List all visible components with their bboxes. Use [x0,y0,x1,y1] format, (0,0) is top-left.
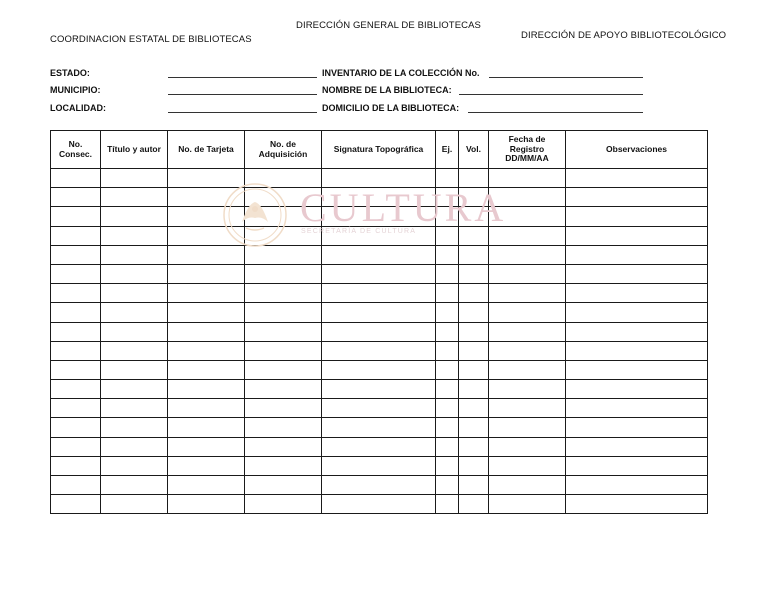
table-cell[interactable] [168,264,245,283]
table-cell[interactable] [459,360,489,379]
table-cell[interactable] [459,226,489,245]
table-row [51,380,708,399]
table-cell[interactable] [168,341,245,360]
table-row [51,437,708,456]
table-cell[interactable] [101,456,168,475]
table-cell[interactable] [101,341,168,360]
table-cell[interactable] [245,341,322,360]
table-cell[interactable] [459,169,489,188]
table-cell[interactable] [322,437,436,456]
table-cell[interactable] [101,226,168,245]
table-row [51,360,708,379]
table-row [51,303,708,322]
table-row [51,495,708,514]
table-cell[interactable] [459,303,489,322]
table-header-row [51,131,708,169]
table-cell[interactable] [245,495,322,514]
table-cell[interactable] [101,418,168,437]
table-cell[interactable] [168,418,245,437]
table-cell[interactable] [489,360,566,379]
table-cell[interactable] [436,284,459,303]
table-row [51,476,708,495]
table-cell[interactable] [489,169,566,188]
table-cell[interactable] [101,303,168,322]
watermark-subtitle: SECRETARÍA DE CULTURA [301,228,417,235]
table-cell[interactable] [436,495,459,514]
table-cell[interactable] [168,399,245,418]
table-cell[interactable] [459,188,489,207]
table-cell[interactable] [459,399,489,418]
col-header-no-adquisicion: No. de Adquisición [245,131,322,169]
table-cell[interactable] [51,476,101,495]
table-cell[interactable] [245,169,322,188]
col-header-ej: Ej. [436,131,459,169]
watermark-word: CULTURA [300,185,507,230]
table-row [51,418,708,437]
table-cell[interactable] [168,476,245,495]
table-row [51,341,708,360]
table-cell[interactable] [436,437,459,456]
table-cell[interactable] [51,284,101,303]
table-cell[interactable] [459,284,489,303]
localidad-blank[interactable] [168,112,317,113]
table-cell[interactable] [322,341,436,360]
municipio-blank[interactable] [168,94,317,95]
table-cell[interactable] [245,188,322,207]
table-row [51,284,708,303]
table-cell[interactable] [566,399,708,418]
table-cell[interactable] [436,380,459,399]
table-cell[interactable] [436,188,459,207]
table-cell[interactable] [436,456,459,475]
table-cell[interactable] [101,188,168,207]
table-cell[interactable] [566,437,708,456]
table-cell[interactable] [101,360,168,379]
table-cell[interactable] [101,207,168,226]
table-cell[interactable] [436,207,459,226]
table-row [51,456,708,475]
table-cell[interactable] [322,169,436,188]
table-row [51,226,708,245]
domicilio-biblioteca-label: DOMICILIO DE LA BIBLIOTECA: [322,103,460,113]
table-cell[interactable] [566,169,708,188]
table-cell[interactable] [566,284,708,303]
table-cell[interactable] [245,322,322,341]
table-cell[interactable] [436,476,459,495]
table-cell[interactable] [51,226,101,245]
table-cell[interactable] [168,322,245,341]
localidad-label: LOCALIDAD: [50,103,106,113]
table-cell[interactable] [459,264,489,283]
header-left-title: COORDINACION ESTATAL DE BIBLIOTECAS [50,34,252,45]
table-cell[interactable] [245,456,322,475]
table-cell[interactable] [436,264,459,283]
table-cell[interactable] [101,322,168,341]
col-header-observaciones: Observaciones [566,131,708,169]
table-cell[interactable] [566,245,708,264]
table-cell[interactable] [101,495,168,514]
inventario-blank[interactable] [489,77,643,78]
table-cell[interactable] [436,418,459,437]
table-cell[interactable] [51,380,101,399]
table-cell[interactable] [322,245,436,264]
table-cell[interactable] [566,418,708,437]
table-cell[interactable] [245,476,322,495]
table-cell[interactable] [322,418,436,437]
table-cell[interactable] [168,437,245,456]
estado-label: ESTADO: [50,68,90,78]
inventory-table [50,130,708,514]
table-cell[interactable] [459,207,489,226]
table-cell[interactable] [168,360,245,379]
table-cell[interactable] [489,456,566,475]
table-cell[interactable] [322,380,436,399]
table-cell[interactable] [436,245,459,264]
table-cell[interactable] [168,188,245,207]
table-cell[interactable] [51,322,101,341]
table-cell[interactable] [459,495,489,514]
table-cell[interactable] [168,169,245,188]
table-cell[interactable] [101,476,168,495]
table-cell[interactable] [245,380,322,399]
table-cell[interactable] [51,169,101,188]
table-cell[interactable] [322,456,436,475]
table-cell[interactable] [459,456,489,475]
table-cell[interactable] [245,264,322,283]
table-cell[interactable] [51,437,101,456]
table-cell[interactable] [245,418,322,437]
table-cell[interactable] [459,380,489,399]
table-row [51,264,708,283]
table-cell[interactable] [566,226,708,245]
table-cell[interactable] [322,322,436,341]
table-cell[interactable] [322,226,436,245]
table-cell[interactable] [51,399,101,418]
table-cell[interactable] [51,418,101,437]
nombre-biblioteca-label: NOMBRE DE LA BIBLIOTECA: [322,85,452,95]
col-header-signatura: Signatura Topográfica [322,131,436,169]
table-cell[interactable] [322,360,436,379]
table-cell[interactable] [245,207,322,226]
table-cell[interactable] [51,341,101,360]
table-cell[interactable] [51,303,101,322]
table-row [51,245,708,264]
table-cell[interactable] [566,476,708,495]
table-cell[interactable] [101,399,168,418]
estado-blank[interactable] [168,77,317,78]
table-cell[interactable] [322,264,436,283]
table-row [51,188,708,207]
table-cell[interactable] [489,476,566,495]
table-row [51,322,708,341]
table-cell[interactable] [436,399,459,418]
table-cell[interactable] [101,264,168,283]
table-cell[interactable] [566,341,708,360]
header-center-title: DIRECCIÓN GENERAL DE BIBLIOTECAS [296,20,481,31]
header-right-title: DIRECCIÓN DE APOYO BIBLIOTECOLÓGICO [521,30,727,41]
table-cell[interactable] [489,284,566,303]
table-cell[interactable] [168,380,245,399]
table-cell[interactable] [245,437,322,456]
table-cell[interactable] [168,245,245,264]
table-cell[interactable] [566,380,708,399]
table-row [51,399,708,418]
table-cell[interactable] [489,495,566,514]
table-cell[interactable] [566,264,708,283]
table-cell[interactable] [566,188,708,207]
table-cell[interactable] [245,360,322,379]
col-header-titulo-autor: Título y autor [101,131,168,169]
table-cell[interactable] [489,437,566,456]
table-row [51,169,708,188]
table-cell[interactable] [101,284,168,303]
table-cell[interactable] [322,284,436,303]
table-cell[interactable] [436,360,459,379]
table-cell[interactable] [245,399,322,418]
table-cell[interactable] [322,399,436,418]
table-cell[interactable] [168,456,245,475]
table-cell[interactable] [566,322,708,341]
col-header-no-consec: No. Consec. [51,131,101,169]
table-cell[interactable] [245,284,322,303]
table-cell[interactable] [459,476,489,495]
table-cell[interactable] [459,341,489,360]
table-cell[interactable] [51,245,101,264]
table-cell[interactable] [101,169,168,188]
table-cell[interactable] [51,264,101,283]
table-cell[interactable] [489,207,566,226]
table-row [51,207,708,226]
municipio-label: MUNICIPIO: [50,85,101,95]
table-cell[interactable] [436,341,459,360]
table-cell[interactable] [459,322,489,341]
table-cell[interactable] [566,303,708,322]
table-cell[interactable] [566,207,708,226]
table-cell[interactable] [489,226,566,245]
table-cell[interactable] [168,495,245,514]
table-cell[interactable] [489,303,566,322]
domicilio-biblioteca-blank[interactable] [468,112,643,113]
table-cell[interactable] [51,207,101,226]
table-cell[interactable] [566,360,708,379]
table-cell[interactable] [322,476,436,495]
table-cell[interactable] [436,169,459,188]
inventario-label: INVENTARIO DE LA COLECCIÓN No. [322,68,480,78]
table-cell[interactable] [168,207,245,226]
table-cell[interactable] [566,495,708,514]
col-header-no-tarjeta: No. de Tarjeta [168,131,245,169]
table-cell[interactable] [101,437,168,456]
table-cell[interactable] [51,456,101,475]
table-cell[interactable] [489,418,566,437]
table-cell[interactable] [245,226,322,245]
table-cell[interactable] [322,303,436,322]
table-cell[interactable] [245,245,322,264]
table-cell[interactable] [51,360,101,379]
table-cell[interactable] [245,303,322,322]
table-cell[interactable] [459,437,489,456]
table-cell[interactable] [51,188,101,207]
table-cell[interactable] [322,188,436,207]
col-header-fecha-registro: Fecha de Registro DD/MM/AA [489,131,566,169]
table-cell[interactable] [459,418,489,437]
table-cell[interactable] [436,322,459,341]
col-header-vol: Vol. [459,131,489,169]
table-cell[interactable] [489,399,566,418]
table-cell[interactable] [51,495,101,514]
table-cell[interactable] [101,380,168,399]
table-cell[interactable] [489,341,566,360]
table-cell[interactable] [168,284,245,303]
table-cell[interactable] [489,188,566,207]
table-cell[interactable] [168,303,245,322]
nombre-biblioteca-blank[interactable] [459,94,643,95]
table-cell[interactable] [489,380,566,399]
table-cell[interactable] [101,245,168,264]
table-cell[interactable] [322,207,436,226]
table-cell[interactable] [436,226,459,245]
table-cell[interactable] [322,495,436,514]
table-cell[interactable] [436,303,459,322]
table-cell[interactable] [168,226,245,245]
table-cell[interactable] [459,245,489,264]
table-cell[interactable] [489,322,566,341]
table-cell[interactable] [489,245,566,264]
table-cell[interactable] [566,456,708,475]
table-cell[interactable] [489,264,566,283]
